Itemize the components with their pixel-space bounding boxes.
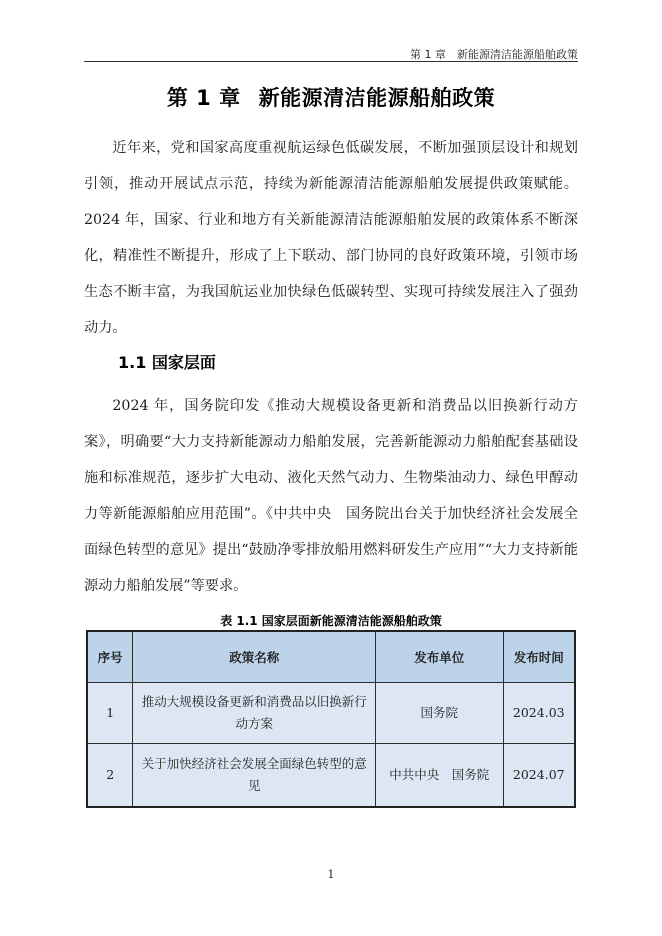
row-policy-name: 关于加快经济社会发展全面绿色转型的意见 (133, 744, 376, 808)
row-policy-name: 推动大规模设备更新和消费品以旧换新行动方案 (133, 683, 376, 744)
header-policy-name: 政策名称 (133, 631, 376, 683)
intro-paragraph: 近年来，党和国家高度重视航运绿色低碳发展，不断加强顶层设计和规划引领，推动开展试点示范，持续为新能源清洁能源船舶发展提供政策赋能。2024 年，国家、行业和地方有关新能源清洁能源船舶发展的政策体系不断深化，精准性不断提升，形成了上下联动、部门协同的良好政策环境，引领市场生态不断丰富，为我国航运业加快绿色低碳转型、实现可持续发展注入了强劲动力。 (84, 140, 578, 336)
table-row (87, 683, 575, 744)
row-index: 1 (87, 683, 133, 744)
row-index: 2 (87, 744, 133, 808)
policy-table (86, 630, 576, 808)
chapter-number: 第 1 章 (166, 86, 241, 110)
running-header: 第 1 章 新能源清洁能源船舶政策 (410, 48, 578, 61)
row-issuer: 中共中央 国务院 (376, 744, 503, 808)
row-date: 2024.03 (503, 683, 575, 744)
table-row (87, 744, 575, 808)
row-issuer: 国务院 (376, 683, 503, 744)
section-title: 1.1 国家层面 (118, 353, 216, 372)
page-number: 1 (327, 868, 335, 881)
header-rule (84, 61, 578, 62)
table-header-row (87, 631, 575, 683)
row-date: 2024.07 (503, 744, 575, 808)
header-index: 序号 (87, 631, 133, 683)
chapter-name: 新能源清洁能源船舶政策 (258, 86, 496, 110)
section-paragraph: 2024 年，国务院印发《推动大规模设备更新和消费品以旧换新行动方案》，明确要“大力支持新能源动力船舶发展，完善新能源动力船舶配套基础设施和标准规范，逐步扩大电动、液化天然气动力、生物柴油动力、绿色甲醇动力等新能源船舶应用范围”。《中共中央 国务院出台关于加快经济社会发展全面绿色转型的意见》提出“鼓励净零排放船用燃料研发生产应用”“大力支持新能源动力船舶发展”等要求。 (84, 398, 578, 594)
header-date: 发布时间 (503, 631, 575, 683)
table-caption: 表 1.1 国家层面新能源清洁能源船舶政策 (220, 614, 442, 628)
header-issuer: 发布单位 (376, 631, 503, 683)
chapter-title (0, 82, 662, 112)
